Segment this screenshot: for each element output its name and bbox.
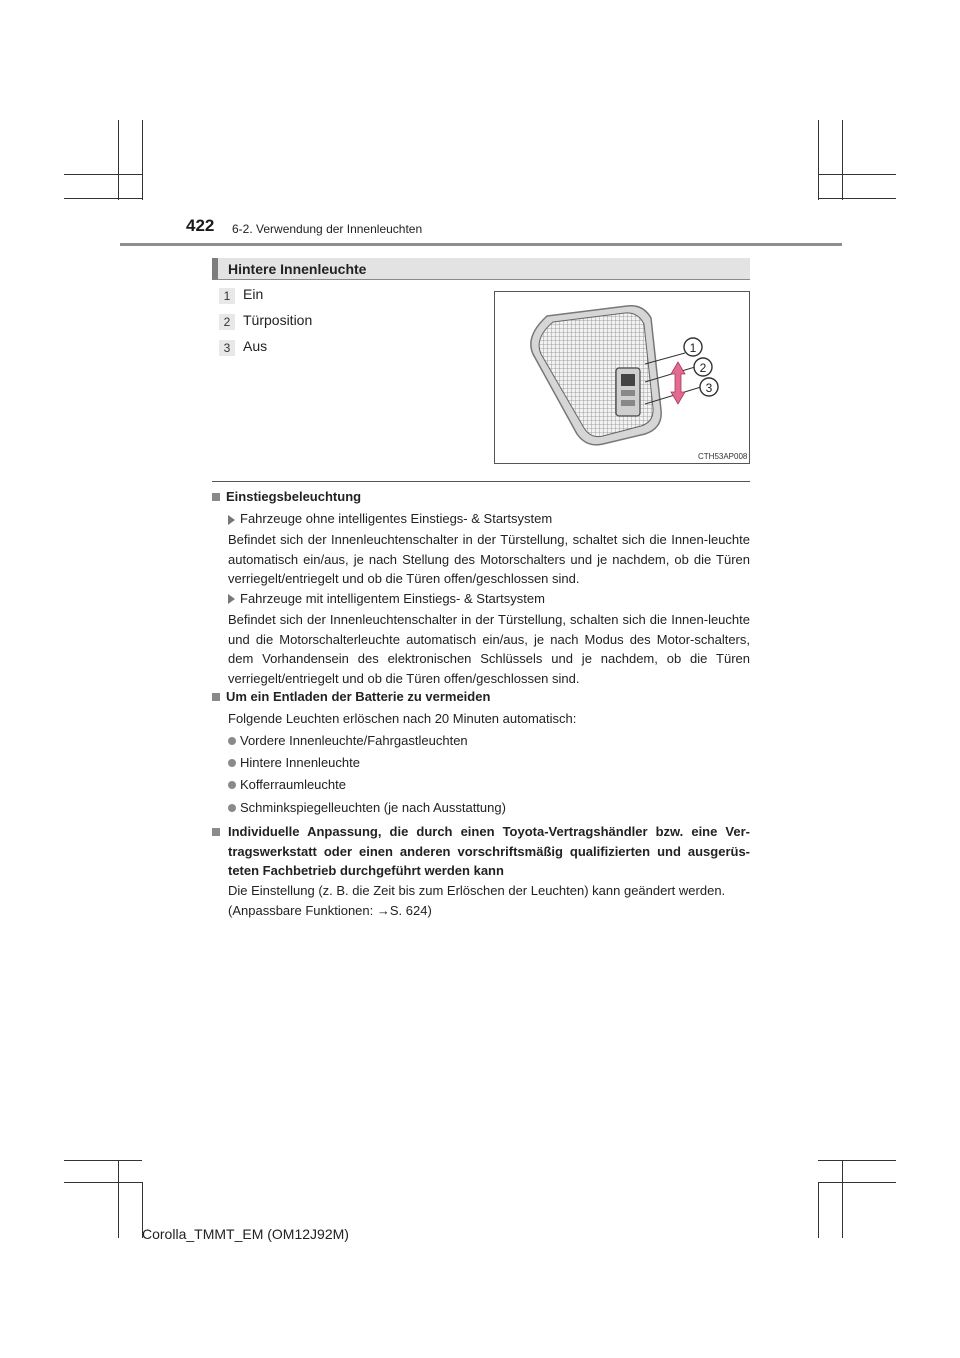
header-rule [120, 243, 842, 246]
legend-number-badge: 3 [219, 340, 235, 356]
subsection-heading: Individuelle Anpassung, die durch einen Toyota-Vertragshändler bzw. eine Ver-tragswerkstatt oder einen anderen vorschriftsmäßig qualifizierten und ausgerüs-teten Fachbetrieb durchgeführt werden kann [228, 824, 750, 878]
rear-interior-light-figure [494, 291, 750, 464]
body-paragraph: Befindet sich der Innenleuchtenschalter in der Türstellung, schaltet sich die Innen-leuchte automatisch ein/aus, je nach Stellung des Motorschalters und je nachdem, ob die Türen verriegelt/entriegelt und ob die Türen offen/geschlossen sind. [228, 532, 750, 586]
body-text: Folgende Leuchten erlöschen nach 20 Minuten automatisch: [228, 711, 577, 726]
crop-mark [818, 120, 819, 200]
list-item: Schminkspiegelleuchten (je nach Ausstattung) [240, 800, 506, 815]
crop-mark [64, 1182, 142, 1183]
crop-mark [64, 174, 142, 175]
crop-mark [142, 120, 143, 200]
slide-arrow [671, 362, 685, 404]
crop-mark [818, 1182, 819, 1238]
legend-label: Aus [243, 338, 268, 354]
crop-mark [818, 1182, 896, 1183]
round-bullet-icon [228, 759, 236, 767]
condition-label: Fahrzeuge mit intelligentem Einstiegs- & Startsystem [240, 591, 545, 606]
crop-mark [842, 1160, 843, 1238]
round-bullet-icon [228, 737, 236, 745]
list-item: Hintere Innenleuchte [240, 755, 360, 770]
callout-number: 1 [689, 341, 697, 355]
subsection-heading: Um ein Entladen der Batterie zu vermeiden [226, 689, 491, 704]
legend-number-badge: 2 [219, 314, 235, 330]
legend-label: Ein [243, 286, 264, 302]
round-bullet-icon [228, 804, 236, 812]
list-item: Vordere Innenleuchte/Fahrgastleuchten [240, 733, 468, 748]
crop-mark [818, 198, 896, 199]
subsection-heading: Einstiegsbeleuchtung [226, 489, 362, 504]
section-marker-icon [212, 828, 220, 836]
list-item: Kofferraumleuchte [240, 777, 346, 792]
section-marker-icon [212, 493, 220, 501]
crop-mark [842, 120, 843, 200]
callout-number: 2 [699, 361, 707, 375]
legend-label: Türposition [243, 312, 313, 328]
section-marker-icon [212, 693, 220, 701]
triangle-bullet-icon [228, 515, 235, 525]
crop-mark [818, 1160, 896, 1161]
footer-document-id: Corolla_TMMT_EM (OM12J92M) [142, 1226, 349, 1242]
body-text: Die Einstellung (z. B. die Zeit bis zum Erlöschen der Leuchten) kann geändert werden. [228, 883, 726, 898]
condition-label: Fahrzeuge ohne intelligentes Einstiegs- & Startsystem [240, 511, 553, 526]
round-bullet-icon [228, 781, 236, 789]
legend-number-badge: 1 [219, 288, 235, 304]
crop-mark [64, 1160, 142, 1161]
triangle-bullet-icon [228, 594, 235, 604]
section-header [212, 258, 750, 280]
crop-mark [118, 120, 119, 200]
body-text: (Anpassbare Funktionen: →S. 624) [228, 903, 432, 918]
section-title: Hintere Innenleuchte [228, 261, 367, 277]
page-number: 422 [186, 216, 215, 235]
crop-mark [118, 1160, 119, 1238]
rear-interior-light-illustration [495, 292, 750, 464]
switch-slot [621, 400, 635, 406]
callout-number: 3 [705, 381, 713, 395]
content-rule [212, 481, 750, 482]
crop-mark [64, 198, 142, 199]
crop-mark [818, 174, 896, 175]
body-paragraph: Befindet sich der Innenleuchtenschalter in der Türstellung, schalten sich die Innen-leuchte und die Motorschalterleuchte automatisch ein/aus, je nach Modus des Motor-schalters, dem Vorhandensein des elektronischen Schlüssels und je nachdem, ob die Türen verriegelt/entriegelt und ob die Türen offen/geschlossen sind. [228, 612, 750, 686]
figure-code: CTH53AP008 [698, 452, 748, 461]
switch-slot [621, 390, 635, 396]
switch-knob [621, 374, 635, 386]
chapter-title: 6-2. Verwendung der Innenleuchten [232, 222, 423, 236]
